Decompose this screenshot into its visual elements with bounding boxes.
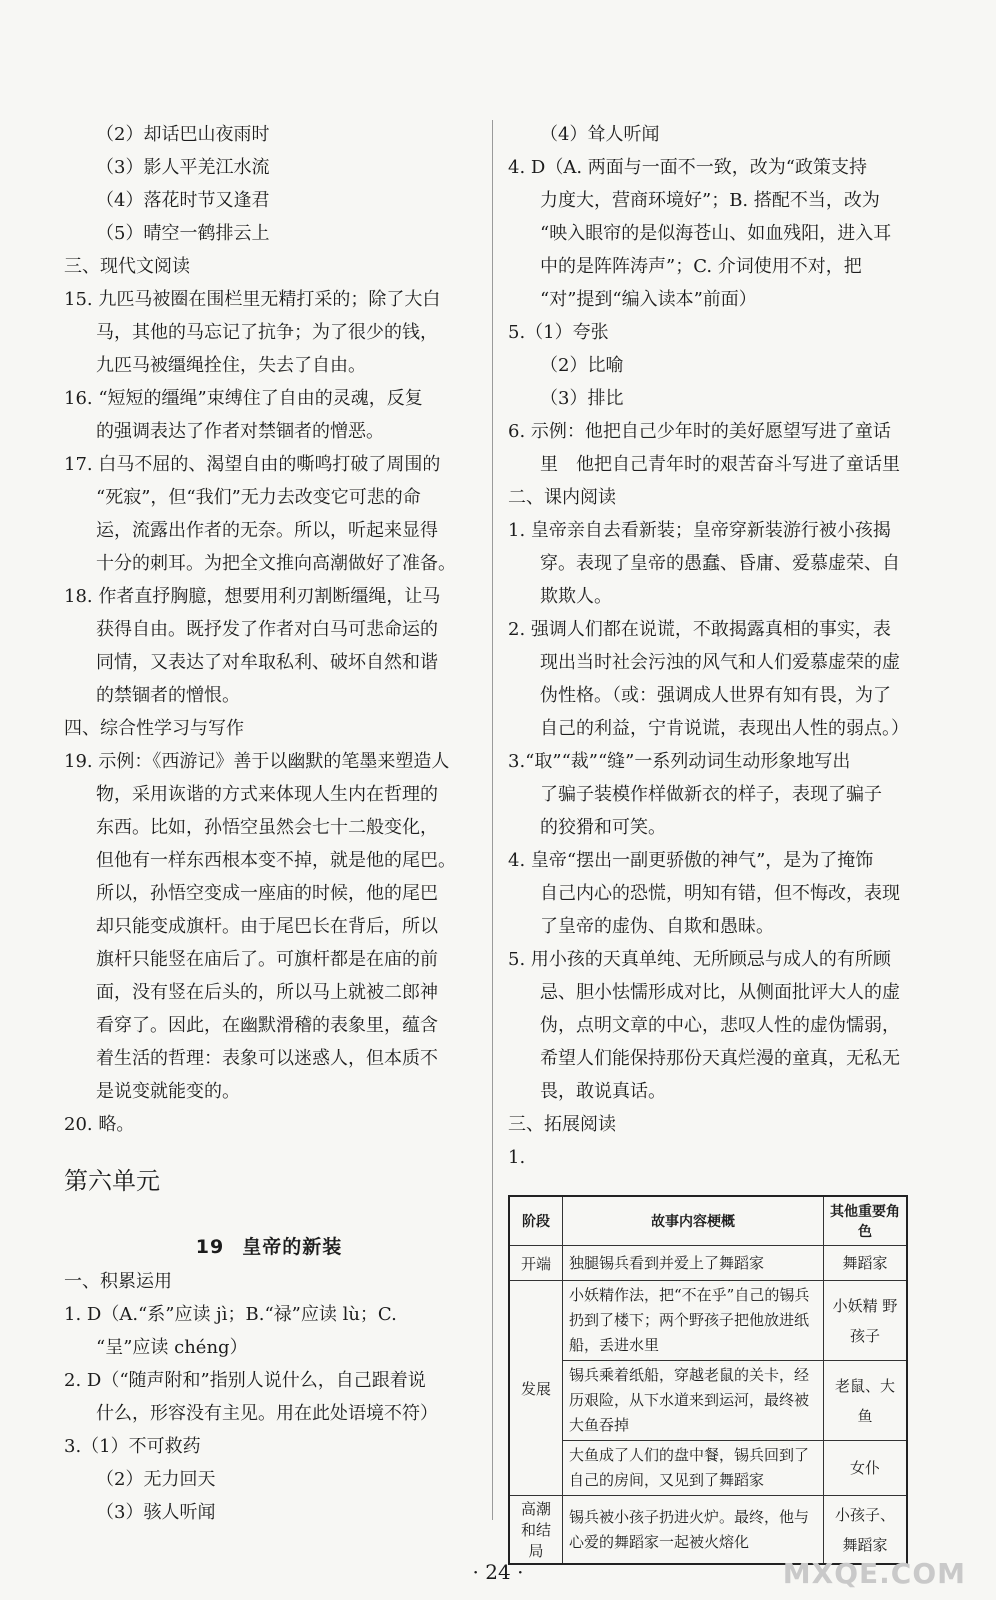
role-cell: 女仆: [824, 1441, 908, 1496]
answer-line: 希望人们能保持那份天真烂漫的童真，无私无: [540, 1048, 900, 1069]
section-title: 三、拓展阅读: [508, 1114, 616, 1135]
content-cell: 独腿锡兵看到并爱上了舞蹈家: [563, 1246, 824, 1281]
table-header-cell: 阶段: [509, 1196, 563, 1246]
answer-line: （3）排比: [540, 388, 624, 409]
answer-line: 运，流露出作者的无奈。所以，听起来显得: [96, 520, 438, 541]
page-number: · 24 ·: [472, 1560, 524, 1584]
poem-line: （3）影人平羌江水流: [96, 157, 270, 178]
answer-line: 1. 皇帝亲自去看新装；皇帝穿新装游行被小孩揭: [508, 520, 891, 541]
poem-line: （5）晴空一鹤排云上: [96, 223, 270, 244]
poem-line: （2）却话巴山夜雨时: [96, 124, 270, 145]
section-title: 二、课内阅读: [508, 487, 616, 508]
lesson-name: 皇帝的新装: [242, 1236, 343, 1258]
role-cell: 小妖精 野孩子: [824, 1281, 908, 1361]
answer-line: 1.: [508, 1147, 526, 1168]
answer-line: 3.“取”“裁”“缝”一系列动词生动形象地写出: [508, 751, 851, 772]
answer-line: “映入眼帘的是似海苍山、如血残阳，进入耳: [540, 223, 892, 244]
role-cell: 舞蹈家: [824, 1246, 908, 1281]
content-cell: 锡兵乘着纸船，穿越老鼠的关卡，经历艰险，从下水道来到运河，最终被大鱼吞掉: [563, 1361, 824, 1441]
answer-line: （2）比喻: [540, 355, 624, 376]
answer-line: 自己内心的恐慌，明知有错，但不悔改，表现: [540, 883, 900, 904]
answer-line: 15. 九匹马被圈在围栏里无精打采的；除了大白: [64, 289, 441, 310]
table-header-cell: 其他重要角色: [824, 1196, 908, 1246]
left-column: [64, 118, 474, 1529]
answer-line: 着生活的哲理：表象可以迷惑人，但本质不: [96, 1048, 438, 1069]
lesson-title: [64, 1229, 474, 1265]
table-row: [509, 1246, 907, 1281]
answer-line: 2. 强调人们都在说谎，不敢揭露真相的事实，表: [508, 619, 891, 640]
answer-line: 什么，形容没有主见。用在此处语境不符）: [96, 1403, 438, 1424]
answer-line: 力度大，营商环境好”；B. 搭配不当，改为: [540, 190, 880, 211]
stage-cell: 发展: [509, 1281, 563, 1496]
answer-line: 里 他把自己青年时的艰苦奋斗写进了童话里: [540, 454, 900, 475]
answer-line: 九匹马被缰绳拴住，失去了自由。: [96, 355, 366, 376]
table-row: [509, 1281, 907, 1361]
answer-line: 旗杆只能竖在庙后了。可旗杆都是在庙的前: [96, 949, 438, 970]
role-cell: 老鼠、大鱼: [824, 1361, 908, 1441]
answer-line: 了骗子装模作样做新衣的样子，表现了骗子: [540, 784, 882, 805]
answer-line: “呈”应读 chéng）: [96, 1337, 248, 1358]
answer-line: 面，没有竖在后头的，所以马上就被二郎神: [96, 982, 438, 1003]
answer-line: 1. D（A.“系”应读 jì；B.“禄”应读 lù；C.: [64, 1304, 397, 1325]
answer-line: 十分的刺耳。为把全文推向高潮做好了准备。: [96, 553, 456, 574]
answer-line: 欺欺人。: [540, 586, 612, 607]
answer-line: 的禁锢者的憎恨。: [96, 685, 240, 706]
answer-line: 畏，敢说真话。: [540, 1081, 666, 1102]
answer-line: 5.（1）夸张: [508, 322, 609, 343]
section-title: 三、现代文阅读: [64, 256, 190, 277]
answer-line: 中的是阵阵涛声”；C. 介词使用不对，把: [540, 256, 862, 277]
watermark-logo: MXQE.COM: [782, 1557, 966, 1590]
answer-line: 4. 皇帝“摆出一副更骄傲的神气”，是为了掩饰: [508, 850, 874, 871]
answer-line: 18. 作者直抒胸臆，想要用利刃割断缰绳，让马: [64, 586, 441, 607]
answer-line: （4）耸人听闻: [540, 124, 660, 145]
answer-line: 了皇帝的虚伪、自欺和愚昧。: [540, 916, 774, 937]
answer-line: 同情，又表达了对牟取私利、破坏自然和谐: [96, 652, 438, 673]
answer-line: 6. 示例：他把自己少年时的美好愿望写进了童话: [508, 421, 891, 442]
answer-line: 所以，孙悟空变成一座庙的时候，他的尾巴: [96, 883, 438, 904]
answer-line: 物，采用诙谐的方式来体现人生内在哲理的: [96, 784, 438, 805]
answer-line: 马，其他的马忘记了抗争；为了很少的钱，: [96, 322, 438, 343]
answer-line: 的强调表达了作者对禁锢者的憎恶。: [96, 421, 384, 442]
answer-line: （3）骇人听闻: [96, 1502, 216, 1523]
table-header-row: [509, 1196, 907, 1246]
section-title: 四、综合性学习与写作: [64, 718, 244, 739]
table-row: [509, 1361, 907, 1441]
lesson-number: 19: [195, 1236, 225, 1258]
poem-line: （4）落花时节又逢君: [96, 190, 270, 211]
answer-line: 2. D（“随声附和”指别人说什么，自己跟着说: [64, 1370, 426, 1391]
answer-line: 获得自由。既抒发了作者对白马可悲命运的: [96, 619, 438, 640]
answer-line: 穿。表现了皇帝的愚蠢、昏庸、爱慕虚荣、自: [540, 553, 900, 574]
answer-line: 20. 略。: [64, 1114, 135, 1135]
answer-line: 19. 示例：《西游记》善于以幽默的笔墨来塑造人: [64, 751, 450, 772]
content-cell: 大鱼成了人们的盘中餐，锡兵回到了自己的房间，又见到了舞蹈家: [563, 1441, 824, 1496]
table-row: [509, 1441, 907, 1496]
table-row: [509, 1496, 907, 1565]
answer-line: 自己的利益，宁肯说谎，表现出人性的弱点。）: [540, 718, 909, 739]
answer-line: （2）无力回天: [96, 1469, 216, 1490]
answer-line: “对”提到“编入读本”前面）: [540, 289, 757, 310]
stage-cell: 开端: [509, 1246, 563, 1281]
content-cell: 锡兵被小孩子扔进火炉。最终，他与心爱的舞蹈家一起被火熔化: [563, 1496, 824, 1565]
table-header-cell: 故事内容梗概: [563, 1196, 824, 1246]
answer-line: 伪性格。（或：强调成人世界有知有畏，为了: [540, 685, 891, 706]
section-title: 一、积累运用: [64, 1271, 172, 1292]
answer-line: 5. 用小孩的天真单纯、无所顾忌与成人的有所顾: [508, 949, 891, 970]
answer-line: 现出当时社会污浊的风气和人们爱慕虚荣的虚: [540, 652, 900, 673]
role-cell: 小孩子、舞蹈家: [824, 1496, 908, 1565]
answer-line: 却只能变成旗杆。由于尾巴长在背后，所以: [96, 916, 438, 937]
story-table: [508, 1195, 908, 1565]
answer-line: “死寂”，但“我们”无力去改变它可悲的命: [96, 487, 421, 508]
answer-line: 伪，点明文章的中心，悲叹人性的虚伪懦弱，: [540, 1015, 900, 1036]
answer-line: 忌、胆小怯懦形成对比，从侧面批评大人的虚: [540, 982, 900, 1003]
answer-line: 东西。比如，孙悟空虽然会七十二般变化，: [96, 817, 438, 838]
content-cell: 小妖精作法，把“不在乎”自己的锡兵扔到了楼下；两个野孩子把他放进纸船，丢进水里: [563, 1281, 824, 1361]
answer-line: 看穿了。因此，在幽默滑稽的表象里，蕴含: [96, 1015, 438, 1036]
stage-cell: 高潮和结局: [509, 1496, 563, 1565]
answer-line: 但他有一样东西根本变不掉，就是他的尾巴。: [96, 850, 456, 871]
answer-line: 17. 白马不屈的、渴望自由的嘶鸣打破了周围的: [64, 454, 441, 475]
column-divider: [492, 120, 493, 1520]
answer-line: 的狡猾和可笑。: [540, 817, 666, 838]
unit-title: 第六单元: [64, 1167, 160, 1195]
right-column: [508, 118, 916, 1174]
answer-line: 16. “短短的缰绳”束缚住了自由的灵魂，反复: [64, 388, 423, 409]
answer-line: 是说变就能变的。: [96, 1081, 240, 1102]
answer-line: 4. D（A. 两面与一面不一致，改为“政策支持: [508, 157, 867, 178]
answer-line: 3.（1）不可救药: [64, 1436, 201, 1457]
